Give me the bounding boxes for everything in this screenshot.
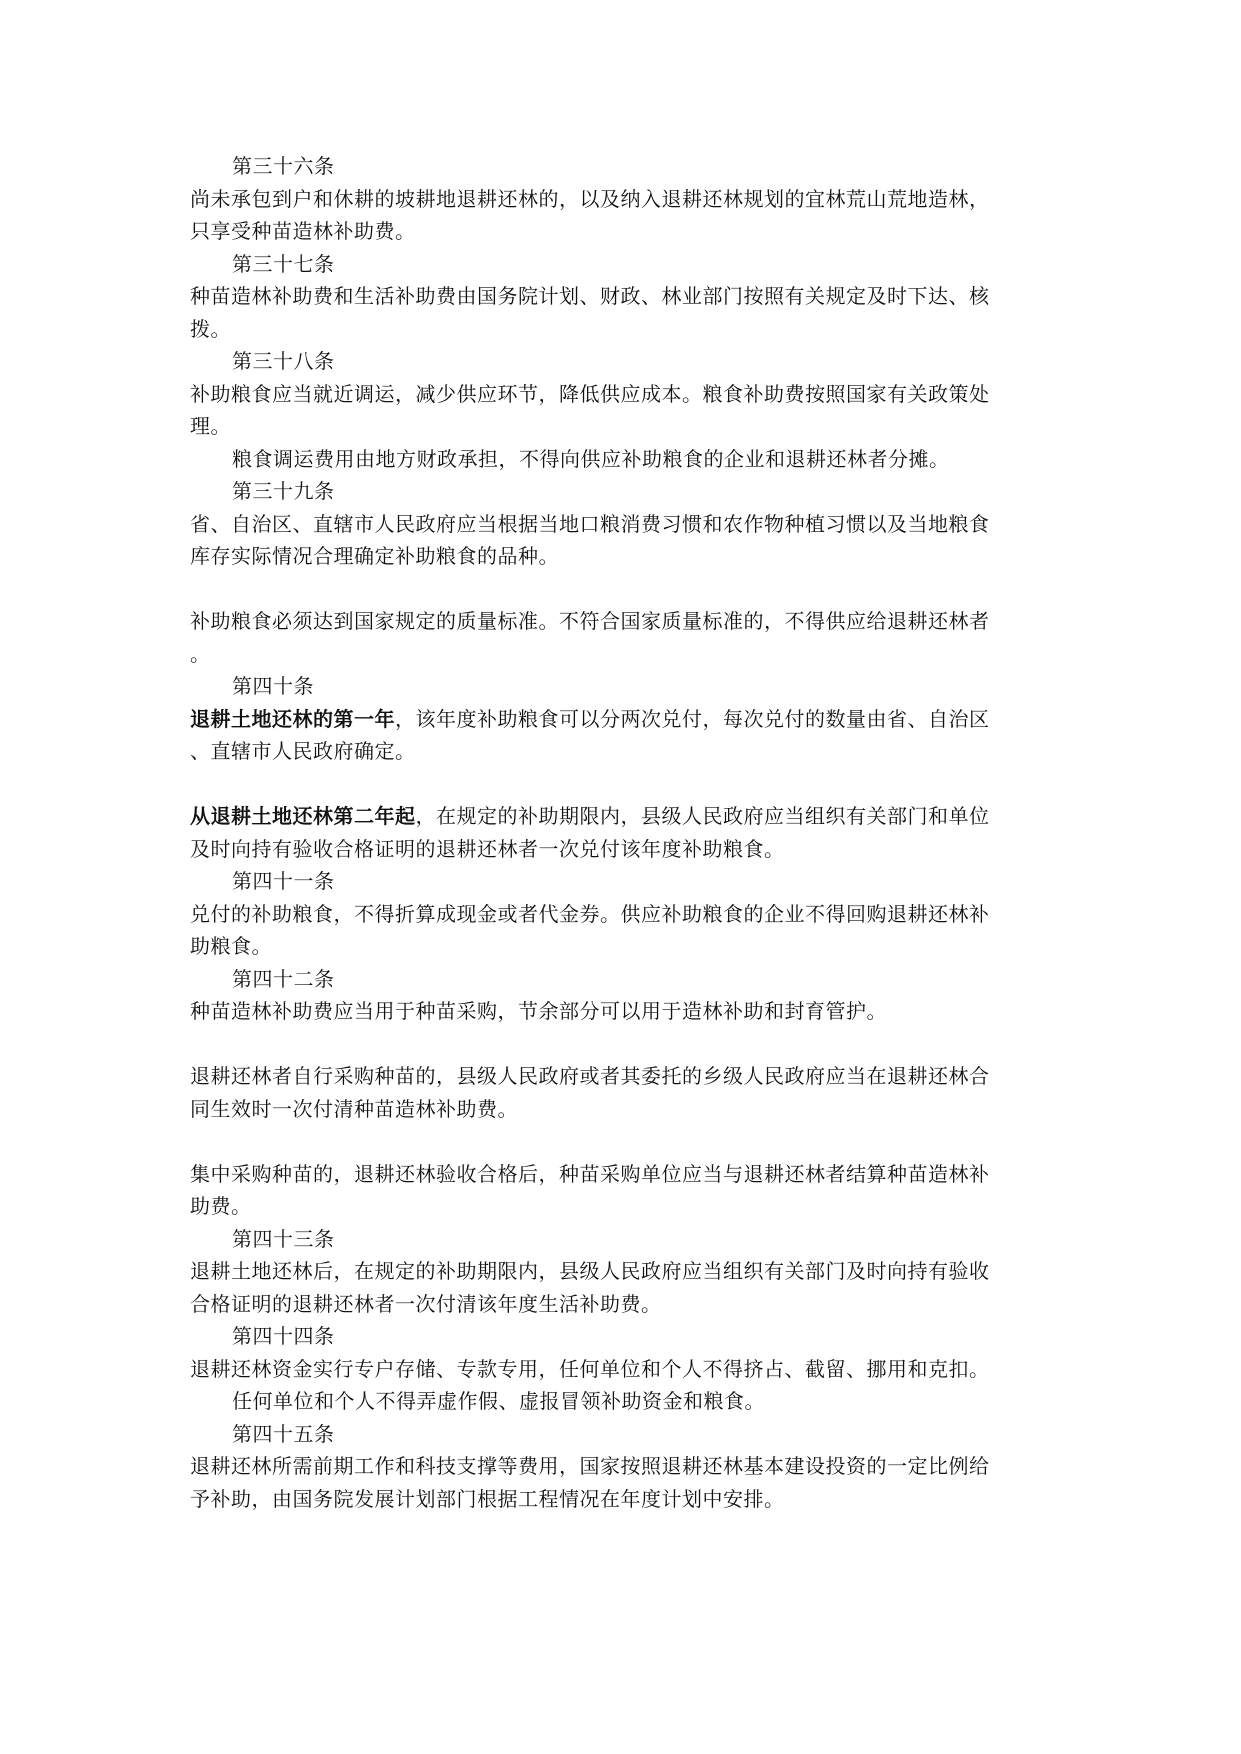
article-38-line-2: 理。 bbox=[190, 414, 231, 438]
article-40-bold-phrase-1: 退耕土地还林的第一年 bbox=[190, 706, 395, 731]
article-42-paragraph-2-line-1: 退耕还林者自行采购种苗的，县级人民政府或者其委托的乡级人民政府应当在退耕还林合 bbox=[190, 1064, 990, 1088]
article-40-line-2: 、直辖市人民政府确定。 bbox=[190, 739, 416, 763]
article-39-paragraph-2-line-2: 。 bbox=[190, 641, 211, 666]
article-44-line-1: 退耕还林资金实行专户存储、专款专用，任何单位和个人不得挤占、截留、挪用和克扣。 bbox=[190, 1356, 990, 1381]
article-heading-40: 第四十条 bbox=[232, 674, 314, 698]
article-40-line-1-rest: ，该年度补助粮食可以分两次兑付，每次兑付的数量由省、自治区 bbox=[395, 706, 990, 731]
article-42-line-1: 种苗造林补助费应当用于种苗采购，节余部分可以用于造林补助和封育管护。 bbox=[190, 999, 887, 1023]
article-40-paragraph-2-line-1 bbox=[190, 800, 1050, 833]
article-38-line-1: 补助粮食应当就近调运，减少供应环节，降低供应成本。粮食补助费按照国家有关政策处 bbox=[190, 381, 990, 406]
article-40-bold-phrase-2: 从退耕土地还林第二年起 bbox=[190, 804, 416, 828]
article-37-line-1: 种苗造林补助费和生活补助费由国务院计划、财政、林业部门按照有关规定及时下达、核 bbox=[190, 284, 990, 308]
document-body bbox=[190, 150, 1050, 1515]
article-45-line-1: 退耕还林所需前期工作和科技支撑等费用，国家按照退耕还林基本建设投资的一定比例给 bbox=[190, 1454, 990, 1478]
article-heading-42: 第四十二条 bbox=[232, 966, 335, 991]
article-heading-45: 第四十五条 bbox=[232, 1421, 335, 1446]
article-39-line-1: 省、自治区、直辖市人民政府应当根据当地口粮消费习惯和农作物种植习惯以及当地粮食 bbox=[190, 511, 990, 536]
article-heading-38: 第三十八条 bbox=[232, 349, 335, 373]
article-36-line-2: 只享受种苗造林补助费。 bbox=[190, 219, 416, 243]
article-42-paragraph-2-line-2: 同生效时一次付清种苗造林补助费。 bbox=[190, 1096, 518, 1121]
article-heading-37: 第三十七条 bbox=[232, 251, 335, 276]
article-44-paragraph-2: 任何单位和个人不得弄虚作假、虚报冒领补助资金和粮食。 bbox=[232, 1389, 765, 1413]
article-38-paragraph-2: 粮食调运费用由地方财政承担，不得向供应补助粮食的企业和退耕还林者分摊。 bbox=[232, 446, 950, 471]
article-39-paragraph-2-line-1: 补助粮食必须达到国家规定的质量标准。不符合国家质量标准的，不得供应给退耕还林者 bbox=[190, 609, 990, 633]
article-heading-39: 第三十九条 bbox=[232, 479, 335, 503]
article-43-line-2: 合格证明的退耕还林者一次付清该年度生活补助费。 bbox=[190, 1291, 662, 1316]
article-37-line-2: 拨。 bbox=[190, 316, 231, 341]
article-heading-44: 第四十四条 bbox=[232, 1324, 335, 1348]
article-42-paragraph-3-line-1: 集中采购种苗的，退耕还林验收合格后，种苗采购单位应当与退耕还林者结算种苗造林补 bbox=[190, 1161, 990, 1186]
article-41-line-2: 助粮食。 bbox=[190, 934, 272, 958]
article-40-paragraph-2-line-2: 及时向持有验收合格证明的退耕还林者一次兑付该年度补助粮食。 bbox=[190, 836, 785, 861]
article-heading-41: 第四十一条 bbox=[232, 869, 335, 893]
article-43-line-1: 退耕土地还林后，在规定的补助期限内，县级人民政府应当组织有关部门及时向持有验收 bbox=[190, 1259, 990, 1283]
article-45-line-2: 予补助，由国务院发展计划部门根据工程情况在年度计划中安排。 bbox=[190, 1486, 785, 1511]
article-36-line-1: 尚未承包到户和休耕的坡耕地退耕还林的，以及纳入退耕还林规划的宜林荒山荒地造林， bbox=[190, 186, 990, 211]
article-40-line-1 bbox=[190, 703, 1050, 736]
article-39-line-2: 库存实际情况合理确定补助粮食的品种。 bbox=[190, 544, 559, 568]
article-40-paragraph-2-rest: ，在规定的补助期限内，县级人民政府应当组织有关部门和单位 bbox=[415, 804, 990, 828]
article-42-paragraph-3-line-2: 助费。 bbox=[190, 1194, 252, 1218]
article-heading-43: 第四十三条 bbox=[232, 1226, 335, 1251]
article-heading-36: 第三十六条 bbox=[232, 154, 335, 178]
article-41-line-1: 兑付的补助粮食，不得折算成现金或者代金券。供应补助粮食的企业不得回购退耕还林补 bbox=[190, 901, 990, 926]
